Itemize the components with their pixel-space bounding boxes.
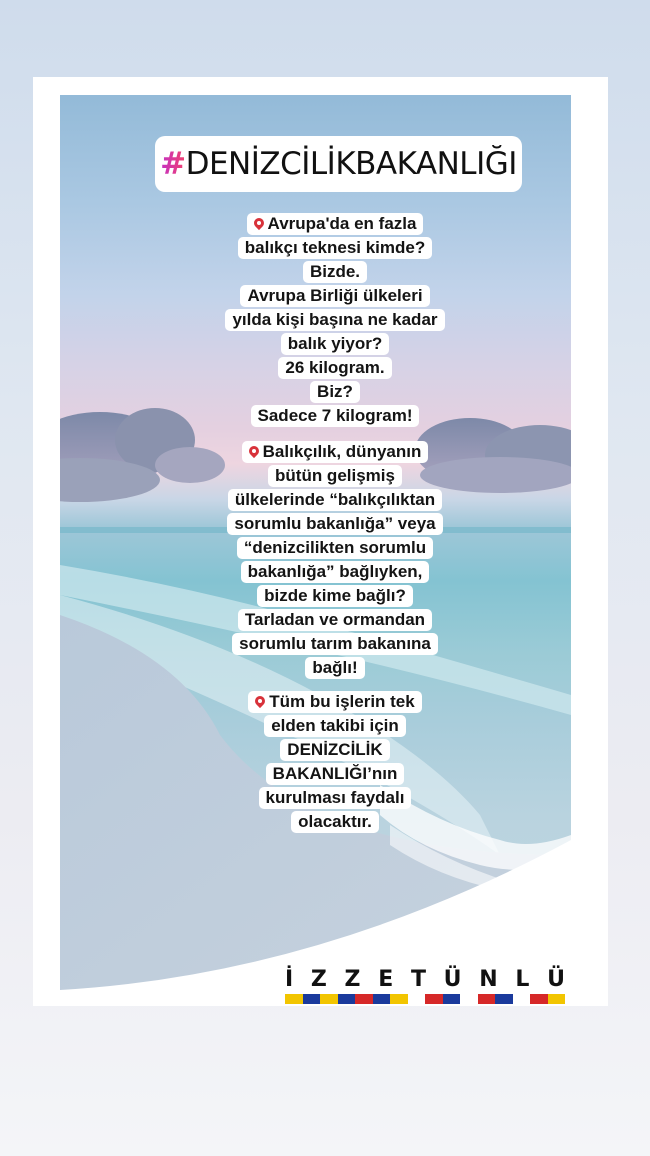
paragraph-line: sorumlu tarım bakanına <box>232 633 438 655</box>
paragraph-line: elden takibi için <box>264 715 406 737</box>
paragraph-line: DENİZCİLİK <box>280 739 389 761</box>
logo-letter: E <box>378 967 394 992</box>
hashtag-symbol: # <box>160 146 186 182</box>
round-pushpin-icon <box>254 218 264 230</box>
paragraph-line: ülkelerinde “balıkçılıktan <box>228 489 442 511</box>
paragraph-line: bütün gelişmiş <box>268 465 402 487</box>
paragraph-line: 26 kilogram. <box>278 357 391 379</box>
paragraph-line: olacaktır. <box>291 811 379 833</box>
logo-letter: L <box>515 967 530 992</box>
paragraph-line: Tüm bu işlerin tek <box>269 692 415 711</box>
signal-flag <box>285 994 303 1004</box>
hashtag-text: DENİZCİLİKBAKANLIĞI <box>185 146 517 182</box>
signal-flag <box>303 994 321 1004</box>
signal-flag <box>373 994 391 1004</box>
izzet-unlu-logo <box>285 967 565 1007</box>
paragraph-line: Avrupa'da en fazla <box>267 214 417 233</box>
signal-flag <box>338 994 356 1004</box>
signal-flag <box>408 994 426 1004</box>
round-pushpin-icon <box>249 446 259 458</box>
logo-letters <box>285 967 565 992</box>
paragraph-line: “denizcilikten sorumlu <box>237 537 433 559</box>
paragraph-line: Biz? <box>310 381 360 403</box>
signal-flag <box>355 994 373 1004</box>
paragraph-line: BAKANLIĞI’nın <box>266 763 405 785</box>
signal-flag <box>513 994 531 1004</box>
paragraph-line: bağlı! <box>305 657 364 679</box>
paragraph-line: bizde kime bağlı? <box>257 585 413 607</box>
round-pushpin-icon <box>255 696 265 708</box>
paragraph-line: Sadece 7 kilogram! <box>251 405 420 427</box>
signal-flag <box>460 994 478 1004</box>
paragraph-line: bakanlığa” bağlıyken, <box>241 561 430 583</box>
logo-letter: Z <box>310 967 327 992</box>
logo-letter: N <box>479 967 498 992</box>
signal-flag <box>495 994 513 1004</box>
logo-letter: İ <box>285 967 294 992</box>
logo-letter: Ü <box>443 967 462 992</box>
signal-flag <box>530 994 548 1004</box>
signal-flag <box>425 994 443 1004</box>
signal-flag <box>478 994 496 1004</box>
paragraph-conclusion <box>190 690 480 834</box>
paragraph-line: kurulması faydalı <box>259 787 412 809</box>
paragraph-line: balıkçı teknesi kimde? <box>238 237 432 259</box>
paragraph-line: Avrupa Birliği ülkeleri <box>240 285 429 307</box>
signal-flags-strip <box>285 994 565 1004</box>
signal-flag <box>443 994 461 1004</box>
logo-letter: T <box>410 967 426 992</box>
paragraph-fishing-boats <box>190 212 480 428</box>
paragraph-line: Bizde. <box>303 261 367 283</box>
logo-letter: Ü <box>547 967 565 992</box>
paragraph-line: sorumlu bakanlığa” veya <box>227 513 442 535</box>
paragraph-line: balık yiyor? <box>281 333 389 355</box>
paragraph-line: Balıkçılık, dünyanın <box>262 442 422 461</box>
paragraph-ministry-structure <box>190 440 480 680</box>
signal-flag <box>390 994 408 1004</box>
hashtag-title <box>155 136 522 192</box>
signal-flag <box>548 994 566 1004</box>
paragraph-line: Tarladan ve ormandan <box>238 609 432 631</box>
logo-letter: Z <box>344 967 361 992</box>
paragraph-line: yılda kişi başına ne kadar <box>225 309 444 331</box>
signal-flag <box>320 994 338 1004</box>
